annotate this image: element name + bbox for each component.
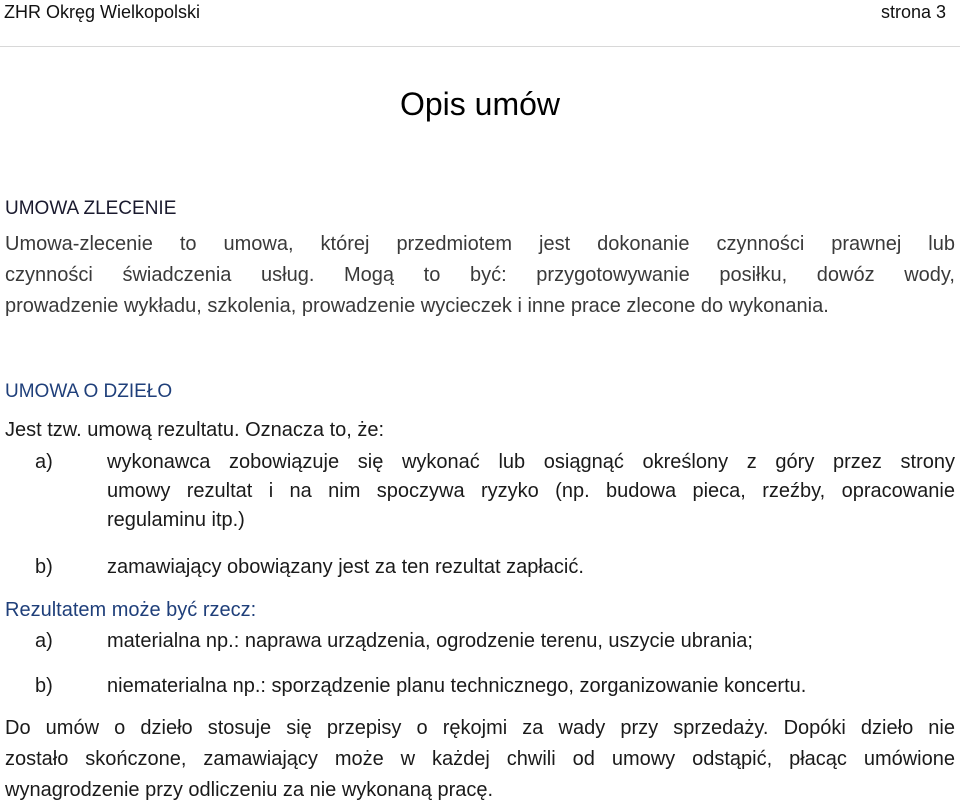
paragraph-line: zostało skończone, zamawiający może w każdej chwili od umowy odstąpić, płacąc umówione (5, 748, 955, 770)
list-item-line: regulaminu itp.) (107, 509, 245, 531)
list-item-a (5, 448, 955, 538)
header-page-number: strona 3 (880, 2, 946, 22)
list-item-text (107, 672, 955, 701)
paragraph-line: prowadzenie wykładu, szkolenia, prowadzenie wycieczek i inne prace zlecone do wykonania. (5, 295, 829, 317)
section-intro (5, 415, 955, 446)
result-item-a (5, 627, 955, 657)
list-item-line: zamawiający obowiązany jest za ten rezultat zapłacić. (107, 556, 584, 578)
list-marker: a) (35, 451, 53, 473)
section-heading-umowa-zlecenie: UMOWA ZLECENIE (5, 198, 177, 219)
list-item-b (5, 553, 955, 583)
result-heading: Rezultatem może być rzecz: (5, 599, 257, 621)
list-item-line: niematerialna np.: sporządzenie planu technicznego, zorganizowanie koncertu. (107, 675, 807, 697)
paragraph-line: czynności świadczenia usług. Mogą to być: przygotowywanie posiłku, dowóz wody, (5, 264, 955, 286)
page-header (0, 0, 960, 24)
closing-paragraph (5, 713, 955, 806)
page-title: Opis umów (399, 86, 561, 122)
list-marker: b) (35, 675, 53, 697)
list-marker: a) (35, 630, 53, 652)
header-organization: ZHR Okręg Wielkopolski (4, 2, 201, 22)
header-divider (0, 46, 960, 47)
paragraph-line: wynagrodzenie przy odliczeniu za nie wykonaną pracę. (5, 779, 494, 801)
list-item-line: wykonawca zobowiązuje się wykonać lub osiągnąć określony z góry przez strony (107, 451, 955, 473)
list-marker: b) (35, 556, 53, 578)
list-item-text (107, 448, 955, 535)
section-heading-umowa-o-dzielo: UMOWA O DZIEŁO (5, 381, 173, 402)
paragraph-line: Umowa-zlecenie to umowa, której przedmiotem jest dokonanie czynności prawnej lub (5, 233, 955, 255)
section-paragraph-umowa-zlecenie (5, 229, 955, 322)
intro-line: Jest tzw. umową rezultatu. Oznacza to, że: (5, 419, 385, 441)
list-item-text (107, 627, 955, 656)
result-item-b (5, 672, 955, 702)
list-item-line: umowy rezultat i na nim spoczywa ryzyko (np. budowa pieca, rzeźby, opracowanie (107, 480, 955, 502)
list-item-line: materialna np.: naprawa urządzenia, ogrodzenie terenu, uszycie ubrania; (107, 630, 753, 652)
list-item-text (107, 553, 955, 582)
paragraph-line: Do umów o dzieło stosuje się przepisy o rękojmi za wady przy sprzedaży. Dopóki dzieło nie (5, 717, 955, 739)
